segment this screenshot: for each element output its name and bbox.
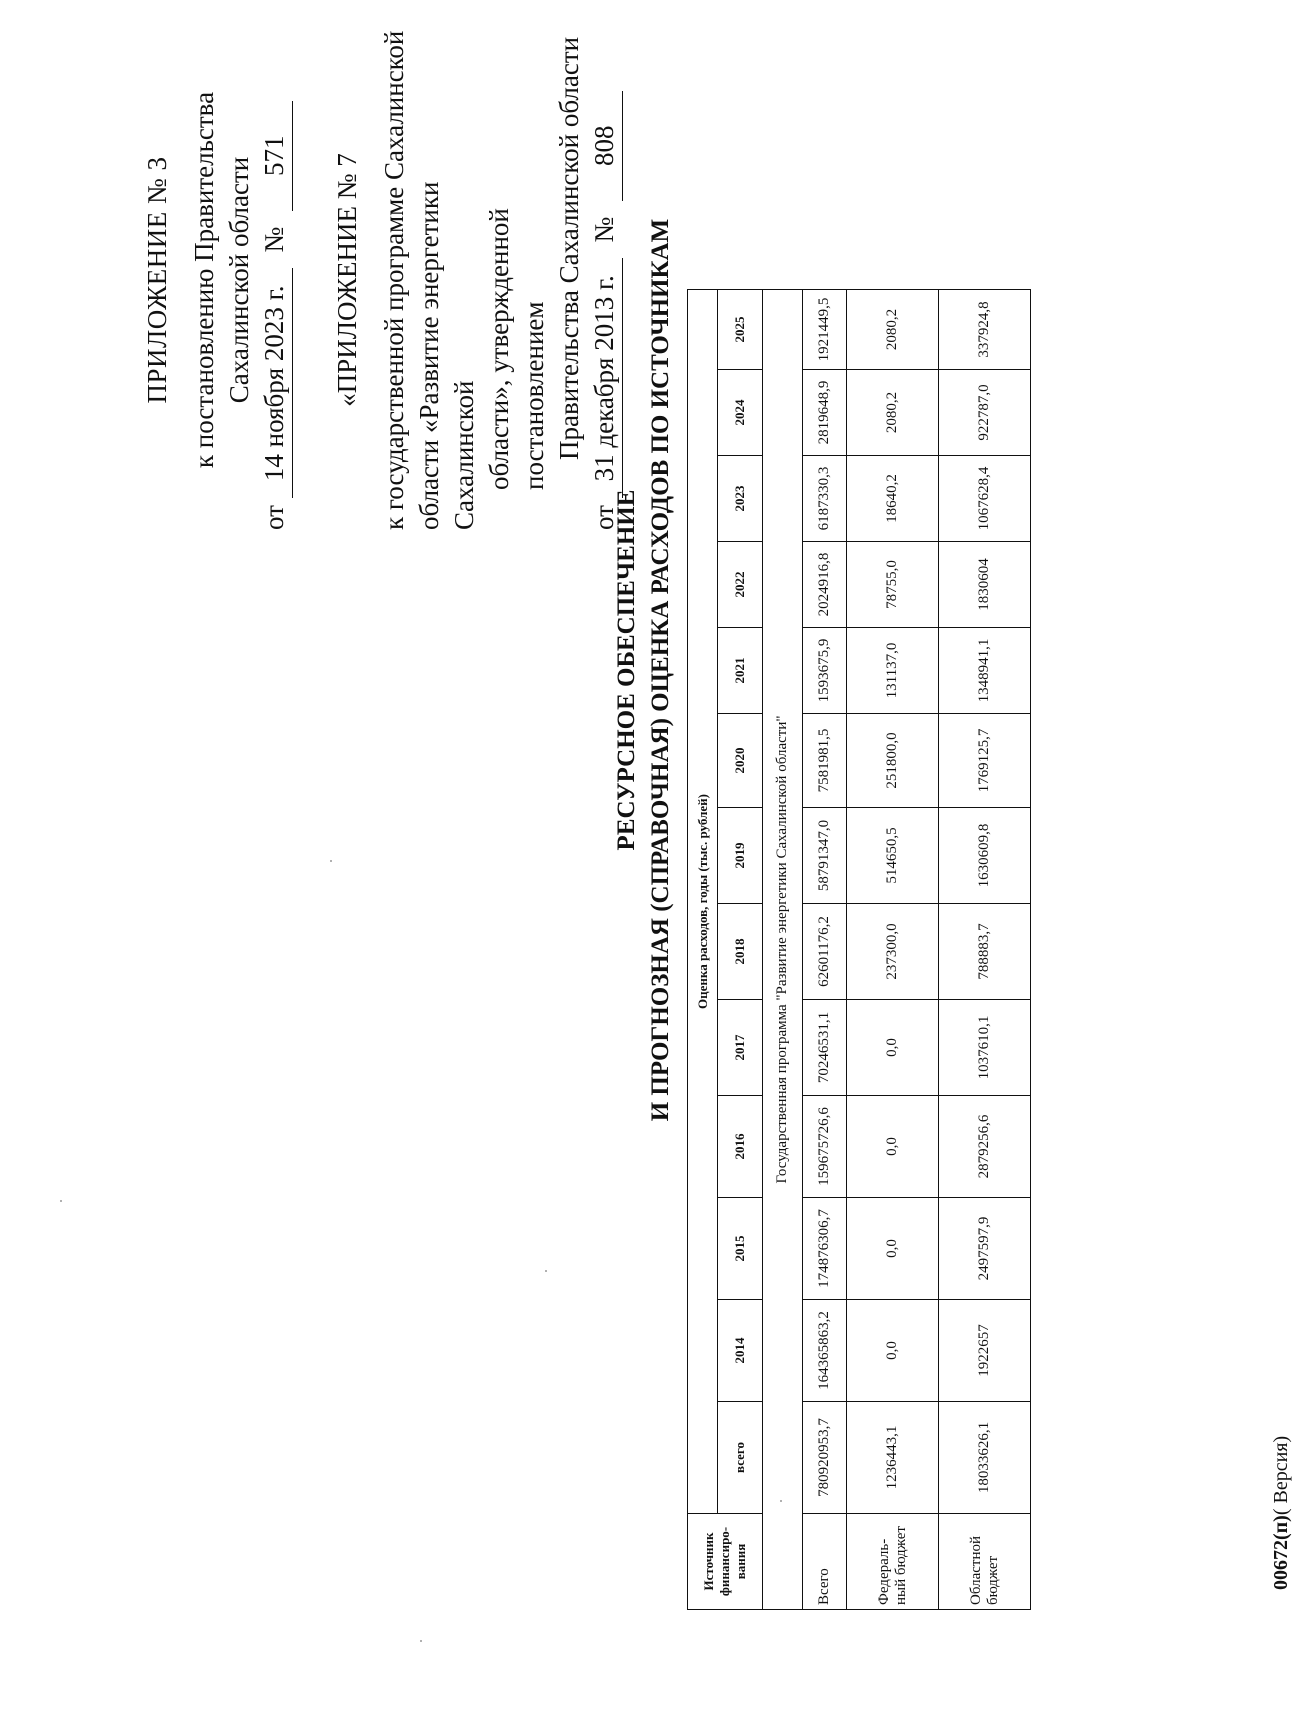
table-cell: 1037610,1 xyxy=(939,1000,1031,1096)
row-label: Всего xyxy=(803,1514,847,1610)
table-cell: 514650,5 xyxy=(847,808,939,904)
appendix-7-date: 31 декабря 2013 г. xyxy=(587,258,623,498)
estimate-header: Оценка расходов, годы (тыс. рублей) xyxy=(688,290,718,1514)
table-cell: 58791347,0 xyxy=(803,808,847,904)
appendix-7-line2: области «Развитие энергетики Сахалинской xyxy=(414,181,479,530)
footer-suffix: ( Версия) xyxy=(1270,1435,1292,1516)
table-cell: 6187330,3 xyxy=(803,456,847,542)
document-title-line1: РЕСУРСНОЕ ОБЕСПЕЧЕНИЕ xyxy=(613,489,640,851)
year-header: 2021 xyxy=(718,628,763,714)
table-cell: 0,0 xyxy=(847,1000,939,1096)
table-cell: 0,0 xyxy=(847,1096,939,1198)
table-cell: 2879256,6 xyxy=(939,1096,1031,1198)
year-header: 2024 xyxy=(718,370,763,456)
year-header: 2015 xyxy=(718,1198,763,1300)
appendix-3-num-prefix: № xyxy=(259,226,289,253)
table-cell: 2497597,9 xyxy=(939,1198,1031,1300)
table-cell: 1067628,4 xyxy=(939,456,1031,542)
appendix-3-line2: Сахалинской области xyxy=(224,156,254,404)
table-cell: 780920953,7 xyxy=(803,1402,847,1514)
appendix-3-dateline xyxy=(257,30,293,530)
year-header: 2022 xyxy=(718,542,763,628)
table-cell: 337924,8 xyxy=(939,290,1031,370)
appendix-3-title: ПРИЛОЖЕНИЕ № 3 xyxy=(142,156,172,404)
appendix-3-number: 571 xyxy=(257,101,293,211)
appendix-7-number: 808 xyxy=(587,91,623,201)
year-header: всего xyxy=(718,1402,763,1514)
appendix-3-line1: к постановлению Правительства xyxy=(189,91,219,469)
years-header-row xyxy=(718,290,763,1610)
document-footer xyxy=(1270,1436,1293,1590)
table-cell: 18640,2 xyxy=(847,456,939,542)
appendix-3-date-prefix: от xyxy=(259,505,289,530)
table-cell: 0,0 xyxy=(847,1198,939,1300)
table-row xyxy=(803,290,847,1610)
year-header: 2025 xyxy=(718,290,763,370)
appendix-7-line3: области», утвержденной постановлением xyxy=(484,208,549,490)
table-cell: 70246531,1 xyxy=(803,1000,847,1096)
table-cell: 922787,0 xyxy=(939,370,1031,456)
table-cell: 1769125,7 xyxy=(939,714,1031,808)
footer-code: 00672(п) xyxy=(1270,1515,1292,1590)
table-cell: 1922657 xyxy=(939,1300,1031,1402)
table-cell: 1348941,1 xyxy=(939,628,1031,714)
expenses-table xyxy=(687,289,1031,1610)
table-cell: 1630609,8 xyxy=(939,808,1031,904)
table-cell: 251800,0 xyxy=(847,714,939,808)
year-header: 2019 xyxy=(718,808,763,904)
table-cell: 2819648,9 xyxy=(803,370,847,456)
table-cell: 78755,0 xyxy=(847,542,939,628)
program-row: Государственная программа "Развитие энергетики Сахалинской области" xyxy=(763,290,803,1610)
row-label: Федераль-ный бюджет xyxy=(847,1514,939,1610)
table-cell: 164365863,2 xyxy=(803,1300,847,1402)
table-cell: 2080,2 xyxy=(847,290,939,370)
year-header: 2018 xyxy=(718,904,763,1000)
row-label: Областной бюджет xyxy=(939,1514,1031,1610)
appendix-7-line1: к государственной программе Сахалинской xyxy=(379,30,409,530)
table-cell: 62601176,2 xyxy=(803,904,847,1000)
table-cell: 237300,0 xyxy=(847,904,939,1000)
year-header: 2014 xyxy=(718,1300,763,1402)
table-cell: 7581981,5 xyxy=(803,714,847,808)
table-cell: 174876306,7 xyxy=(803,1198,847,1300)
year-header: 2020 xyxy=(718,714,763,808)
appendix-7-block xyxy=(330,30,623,530)
table-cell: 2024916,8 xyxy=(803,542,847,628)
table-cell: 1921449,5 xyxy=(803,290,847,370)
table-cell: 1593675,9 xyxy=(803,628,847,714)
table-cell: 131137,0 xyxy=(847,628,939,714)
table-cell: 2080,2 xyxy=(847,370,939,456)
table-cell: 1236443,1 xyxy=(847,1402,939,1514)
year-header: 2016 xyxy=(718,1096,763,1198)
appendix-7-date-prefix: от xyxy=(589,505,619,530)
appendix-3-date: 14 ноября 2023 г. xyxy=(257,268,293,498)
year-header: 2017 xyxy=(718,1000,763,1096)
appendix-7-num-prefix: № xyxy=(589,216,619,243)
table-cell: 1830604 xyxy=(939,542,1031,628)
document-title xyxy=(610,90,678,1250)
year-header: 2023 xyxy=(718,456,763,542)
table-row xyxy=(847,290,939,1610)
table-cell: 788883,7 xyxy=(939,904,1031,1000)
document-title-line2: И ПРОГНОЗНАЯ (СПРАВОЧНАЯ) ОЦЕНКА РАСХОДОВ ПО ИСТОЧНИКАМ xyxy=(647,218,674,1122)
table-cell: 0,0 xyxy=(847,1300,939,1402)
table-row xyxy=(939,290,1031,1610)
source-header: Источник финансиро-вания xyxy=(688,1514,763,1610)
appendix-7-title: «ПРИЛОЖЕНИЕ № 7 xyxy=(332,153,362,407)
table-cell: 18033626,1 xyxy=(939,1402,1031,1514)
appendix-3-block xyxy=(140,30,293,530)
appendix-7-line4: Правительства Сахалинской области xyxy=(554,36,584,460)
table-cell: 159675726,6 xyxy=(803,1096,847,1198)
